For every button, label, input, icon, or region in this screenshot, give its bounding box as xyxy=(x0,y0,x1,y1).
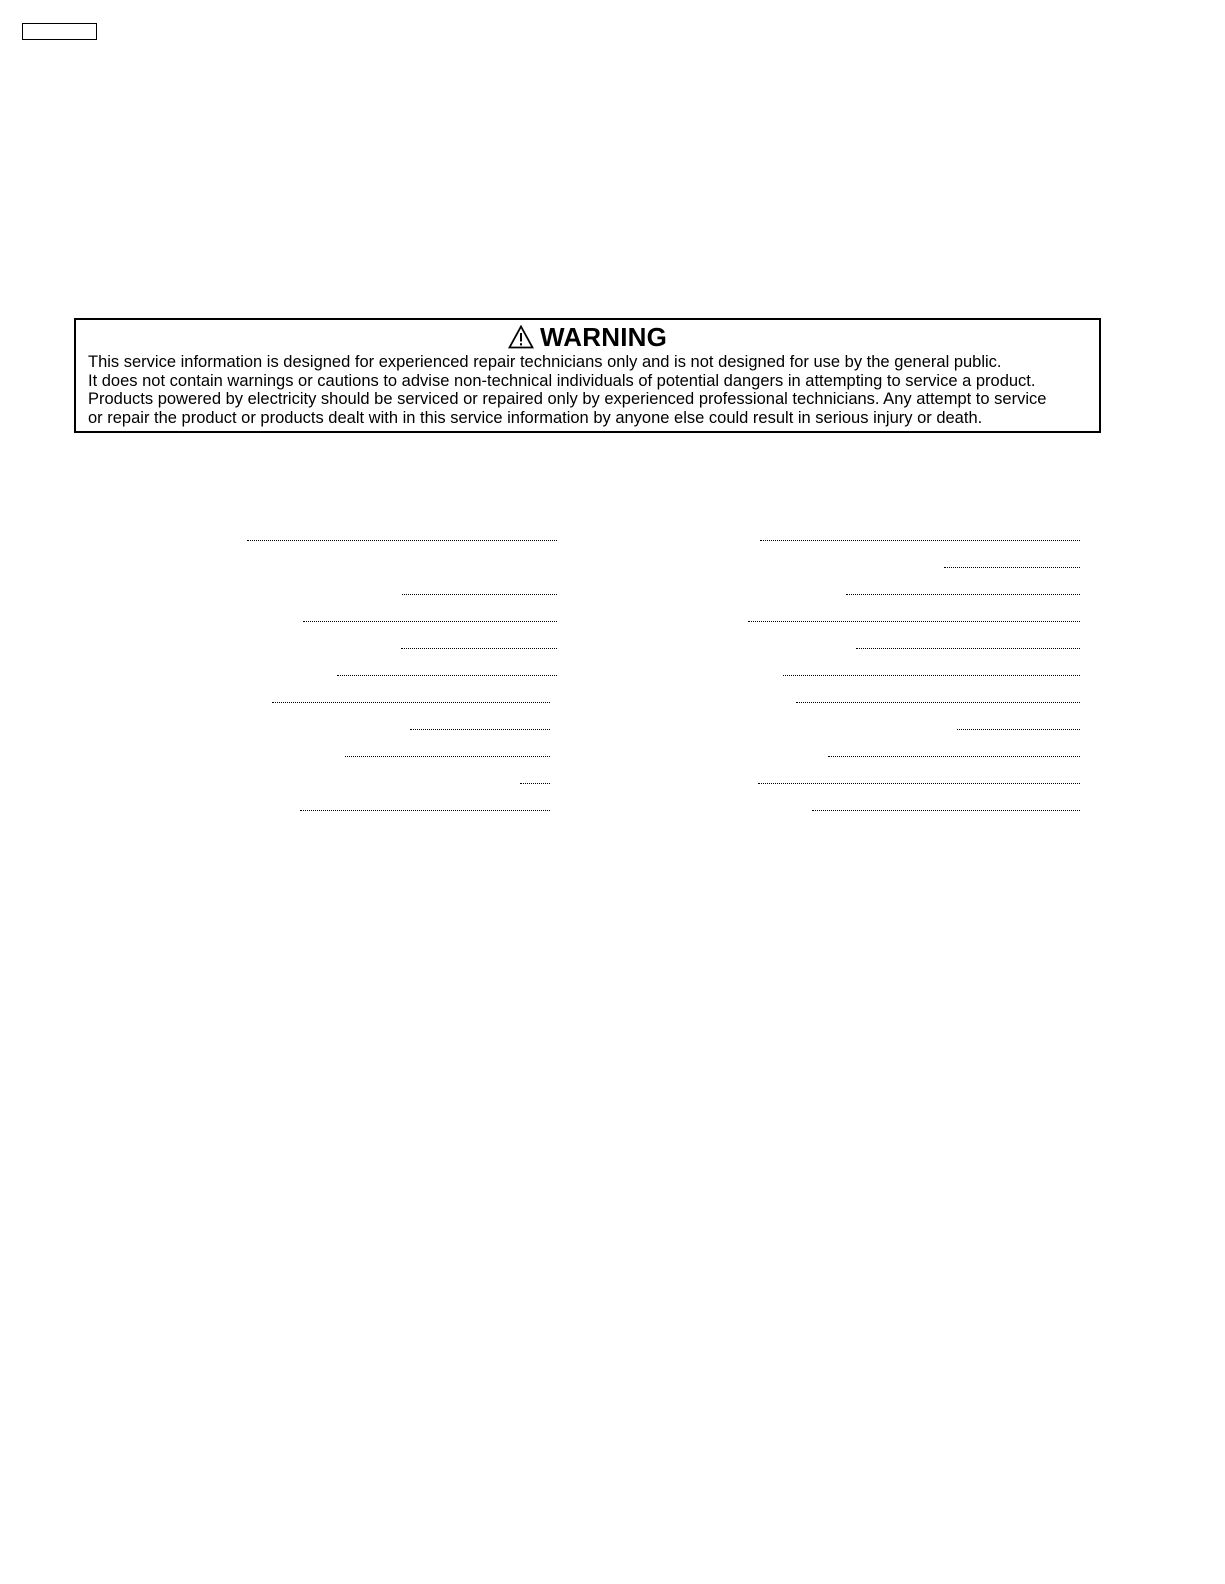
toc-leader xyxy=(944,567,1080,568)
toc-leader xyxy=(300,810,550,811)
warning-title-text: WARNING xyxy=(539,322,668,352)
toc-leader xyxy=(345,756,550,757)
toc-leader xyxy=(760,540,1080,541)
warning-line: This service information is designed for experienced repair technicians only and is not designed for use by the general public. xyxy=(88,353,1002,371)
toc-leader xyxy=(303,621,557,622)
warning-line: or repair the product or products dealt with in this service information by anyone else could result in serious injury or death. xyxy=(88,408,983,427)
toc-leader xyxy=(828,756,1080,757)
toc-leader xyxy=(272,702,550,703)
warning-line: Products powered by electricity should be serviced or repaired only by experienced professional technicians. Any attempt to service xyxy=(88,390,1047,408)
toc-leader xyxy=(796,702,1080,703)
toc-leader xyxy=(410,729,550,730)
warning-line: It does not contain warnings or cautions to advise non-technical individuals of potential dangers in attempting to service a product. xyxy=(88,371,1036,390)
toc-leader xyxy=(812,810,1080,811)
toc-leader xyxy=(520,783,550,784)
toc-leader xyxy=(337,675,557,676)
toc-leader xyxy=(401,648,557,649)
toc-leader xyxy=(748,621,1080,622)
toc-leader xyxy=(856,648,1080,649)
toc-leader xyxy=(957,729,1080,730)
toc-leader xyxy=(758,783,1080,784)
toc-leader xyxy=(783,675,1080,676)
toc-leader xyxy=(247,540,557,541)
toc-leader xyxy=(846,594,1080,595)
toc-leader xyxy=(402,594,557,595)
